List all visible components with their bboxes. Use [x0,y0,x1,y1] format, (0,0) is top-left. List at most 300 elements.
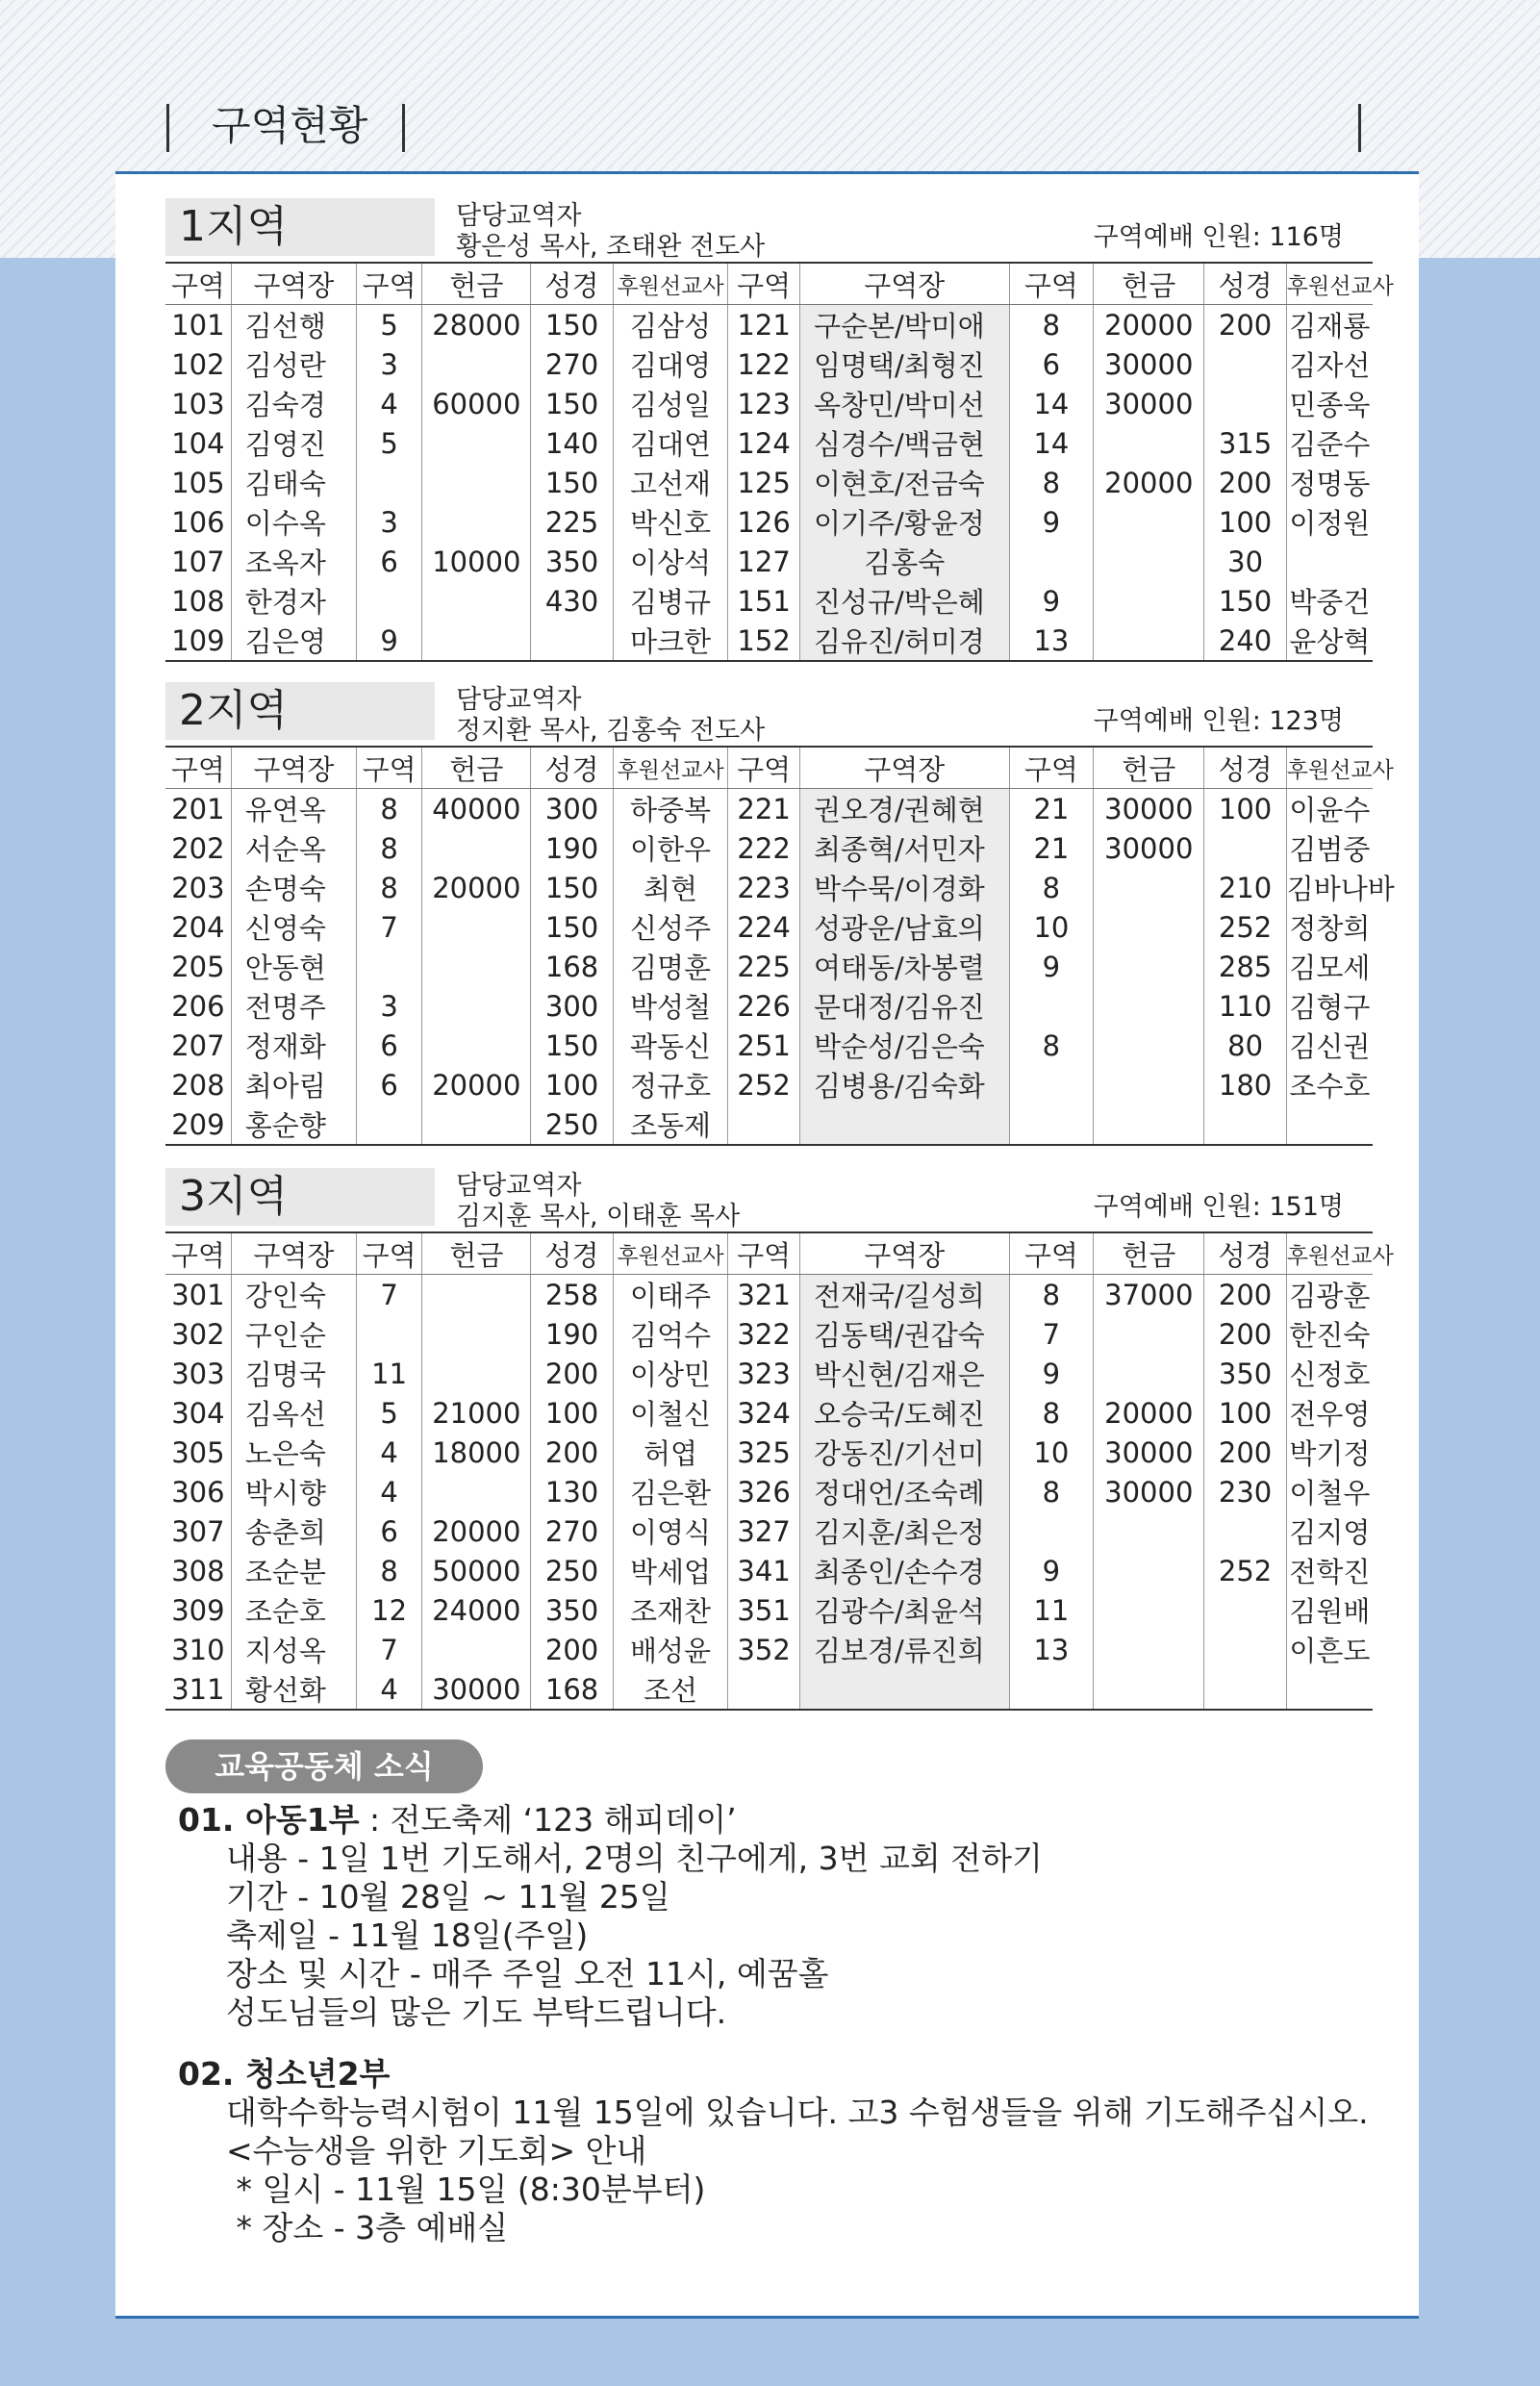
district-leader: 정대언/조숙례 [799,1472,1009,1511]
district-leader: 홍순향 [231,1104,356,1145]
district-leader: 김홍숙 [799,542,1009,581]
news-line: 장소 및 시간 - 매주 주일 오전 11시, 예꿈홀 [226,1955,829,1993]
news-item-heading [178,1801,1043,1840]
district-count: 11 [1009,1590,1094,1630]
offering [422,621,531,661]
missionary: 김자선 [1286,344,1373,384]
district-leader: 문대정/김유진 [799,986,1009,1026]
table-row [165,1354,1373,1393]
district-count: 9 [1009,947,1094,986]
missionary: 김범중 [1286,828,1373,868]
missionary: 김바나바 [1286,868,1373,907]
district-count: 3 [356,344,421,384]
offering: 20000 [422,868,531,907]
bible: 200 [1204,1275,1286,1315]
district-leader [799,1104,1009,1145]
district-number: 201 [171,792,225,825]
district-number: 152 [728,621,800,661]
district-number: 123 [728,384,800,423]
table-row [165,581,1373,621]
district-count [1009,1104,1094,1145]
bible: 150 [1204,581,1286,621]
district-count: 8 [1009,305,1094,345]
leader-names: 김지훈 목사, 이태훈 목사 [456,1202,741,1231]
offering: 30000 [1094,828,1204,868]
offering: 21000 [422,1393,531,1433]
bible: 140 [531,423,613,463]
missionary: 곽동신 [613,1026,728,1065]
table-row [165,1472,1373,1511]
district-number: 104 [171,426,225,460]
bible: 150 [531,868,613,907]
district-count: 21 [1009,828,1094,868]
bible: 100 [1204,502,1286,542]
district-number: 125 [728,463,800,502]
column-header: 구역 [728,1232,800,1275]
offering [1094,1669,1204,1710]
missionary: 김은환 [613,1472,728,1511]
district-count: 8 [1009,868,1094,907]
offering: 10000 [422,542,531,581]
district-leader: 김병용/김숙화 [799,1065,1009,1104]
district-count: 8 [356,1551,421,1590]
district-table [165,1231,1394,1711]
offering [422,1104,531,1145]
offering [1094,1551,1204,1590]
offering [1094,502,1204,542]
district-number: 224 [728,907,800,947]
column-header: 후원선교사 [1286,1232,1373,1275]
bible [1204,1590,1286,1630]
bible: 110 [1204,986,1286,1026]
bible: 190 [531,828,613,868]
bible: 252 [1204,907,1286,947]
district-leader: 옥창민/박미선 [799,384,1009,423]
district-leader: 구순본/박미애 [799,305,1009,345]
missionary: 전학진 [1286,1551,1373,1590]
column-header: 구역장 [231,263,356,305]
news-line: 축제일 - 11월 18일(주일) [226,1916,589,1954]
bible: 80 [1204,1026,1286,1065]
missionary: 김성일 [613,384,728,423]
district-leader: 박수묵/이경화 [799,868,1009,907]
table-row [165,305,1373,345]
offering [422,947,531,986]
district-leader: 지성옥 [231,1630,356,1669]
column-header: 구역 [1009,1232,1094,1275]
bible [1204,828,1286,868]
offering [1094,1314,1204,1354]
offering [1094,947,1204,986]
district-count: 4 [356,1472,421,1511]
missionary: 김광훈 [1286,1275,1373,1315]
table-header-row [165,747,1373,789]
leader-label: 담당교역자 [456,1171,582,1201]
district-number: 221 [728,789,800,829]
district-number: 307 [171,1514,225,1548]
bible: 150 [531,1026,613,1065]
missionary: 김모세 [1286,947,1373,986]
news-line: 성도님들의 많은 기도 부탁드립니다. [226,1993,727,2031]
offering [1094,907,1204,947]
missionary: 김신권 [1286,1026,1373,1065]
district-leader: 박순성/김은숙 [799,1026,1009,1065]
table-row [165,1393,1373,1433]
district-count: 8 [1009,1472,1094,1511]
district-number: 121 [728,305,800,345]
district-leader: 김성란 [231,344,356,384]
district-count: 12 [356,1590,421,1630]
news-line: * 일시 - 11월 15일 (8:30분부터) [226,2170,706,2208]
district-count: 5 [356,423,421,463]
bible [1204,1104,1286,1145]
district-number: 225 [728,947,800,986]
district-leader: 김은영 [231,621,356,661]
offering [1094,621,1204,661]
offering [422,463,531,502]
district-leader: 김숙경 [231,384,356,423]
offering [1094,542,1204,581]
district-number: 204 [171,910,225,944]
district-number: 108 [171,584,225,618]
missionary: 이흔도 [1286,1630,1373,1669]
missionary: 김병규 [613,581,728,621]
district-leader: 송춘희 [231,1511,356,1551]
column-header: 성경 [531,263,613,305]
district-number: 223 [728,868,800,907]
column-header: 구역 [728,747,800,789]
district-count [1009,542,1094,581]
table-row [165,1104,1373,1145]
leader-label: 담당교역자 [456,201,582,231]
column-header: 후원선교사 [1286,747,1373,789]
missionary: 김명훈 [613,947,728,986]
bible: 168 [531,1669,613,1710]
district-leader: 손명숙 [231,868,356,907]
district-number: 208 [171,1068,225,1102]
missionary: 이한우 [613,828,728,868]
district-count: 9 [356,621,421,661]
district-leader: 박시향 [231,1472,356,1511]
offering: 20000 [1094,463,1204,502]
column-header: 구역장 [799,1232,1009,1275]
district-count: 7 [356,907,421,947]
bible: 350 [531,542,613,581]
news-line: 내용 - 1일 1번 기도해서, 2명의 친구에게, 3번 교회 전하기 [226,1840,1043,1877]
district-count: 10 [1009,1433,1094,1472]
district-count [1009,986,1094,1026]
bible [1204,1511,1286,1551]
district-leader: 김지훈/최은정 [799,1511,1009,1551]
missionary: 조재찬 [613,1590,728,1630]
district-count [356,1104,421,1145]
news-item-title: : 전도축제 ‘123 해피데이’ [359,1801,737,1839]
column-header: 구역장 [231,747,356,789]
district-number: 105 [171,466,225,499]
bible: 200 [531,1433,613,1472]
bible: 250 [531,1551,613,1590]
district-count: 5 [356,1393,421,1433]
table-row [165,1065,1373,1104]
table-row [165,868,1373,907]
bible: 230 [1204,1472,1286,1511]
news-line: <수능생을 위한 기도회> 안내 [226,2132,647,2170]
bible [1204,1630,1286,1669]
attendance-count: 구역예배 인원: 151명 [1093,1192,1344,1222]
missionary: 이태주 [613,1275,728,1315]
offering [422,1026,531,1065]
missionary: 배성윤 [613,1630,728,1669]
table-row [165,828,1373,868]
district-leader: 조순분 [231,1551,356,1590]
missionary [1286,1104,1373,1145]
missionary: 한진숙 [1286,1314,1373,1354]
district-leader: 신영숙 [231,907,356,947]
column-header: 구역 [728,263,800,305]
district-number: 323 [728,1354,800,1393]
offering: 24000 [422,1590,531,1630]
offering [1094,1511,1204,1551]
district-count: 14 [1009,423,1094,463]
offering [422,1354,531,1393]
district-leader: 구인순 [231,1314,356,1354]
bible: 300 [531,789,613,829]
missionary: 신성주 [613,907,728,947]
district-leader: 강동진/기선미 [799,1433,1009,1472]
bible: 100 [531,1065,613,1104]
district-number: 321 [728,1275,800,1315]
missionary: 허엽 [613,1433,728,1472]
missionary: 이상석 [613,542,728,581]
offering [1094,986,1204,1026]
table-row [165,1275,1373,1315]
missionary: 박세업 [613,1551,728,1590]
district-number: 222 [728,828,800,868]
news-line: * 장소 - 3층 예배실 [226,2209,509,2246]
missionary: 이철신 [613,1393,728,1433]
bible: 210 [1204,868,1286,907]
missionary: 고선재 [613,463,728,502]
district-leader: 전재국/길성희 [799,1275,1009,1315]
table-row [165,1511,1373,1551]
column-header: 헌금 [422,263,531,305]
bible [1204,1669,1286,1710]
attendance-count: 구역예배 인원: 123명 [1093,706,1344,736]
district-number: 324 [728,1393,800,1433]
district-count: 8 [1009,1275,1094,1315]
district-count [356,1314,421,1354]
district-count: 14 [1009,384,1094,423]
news-badge: 교육공동체 소식 [165,1739,483,1793]
district-leader: 서순옥 [231,828,356,868]
region-name: 2지역 [165,682,435,740]
bible: 350 [531,1590,613,1630]
news-item-1 [178,1801,1043,2032]
news-item-number: 02. 청소년2부 [178,2055,391,2093]
missionary: 신정호 [1286,1354,1373,1393]
district-table [165,262,1394,662]
table-row [165,502,1373,542]
district-count: 6 [356,542,421,581]
district-number: 327 [728,1511,800,1551]
offering: 30000 [1094,344,1204,384]
district-number: 303 [171,1357,225,1390]
district-number: 326 [728,1472,800,1511]
offering [1094,1630,1204,1669]
district-table [165,746,1395,1146]
table-row [165,344,1373,384]
offering: 37000 [1094,1275,1204,1315]
missionary: 김재룡 [1286,305,1373,345]
district-leader: 임명택/최형진 [799,344,1009,384]
bible: 200 [531,1354,613,1393]
district-count: 6 [356,1065,421,1104]
bible: 258 [531,1275,613,1315]
title-divider-left [166,104,169,152]
district-leader: 권오경/권혜현 [799,789,1009,829]
missionary: 김형구 [1286,986,1373,1026]
column-header: 후원선교사 [613,263,728,305]
leader-names: 정지환 목사, 김홍숙 전도사 [456,716,766,746]
district-number: 103 [171,387,225,420]
district-number: 308 [171,1554,225,1587]
missionary: 조수호 [1286,1065,1373,1104]
district-leader: 여태동/차봉렬 [799,947,1009,986]
district-number: 206 [171,989,225,1023]
offering: 30000 [1094,1433,1204,1472]
district-number: 109 [171,623,225,657]
district-count: 8 [356,868,421,907]
offering: 60000 [422,384,531,423]
bible: 150 [531,384,613,423]
bible: 100 [531,1393,613,1433]
bible: 350 [1204,1354,1286,1393]
bible: 430 [531,581,613,621]
district-leader: 최종혁/서민자 [799,828,1009,868]
district-number: 124 [728,423,800,463]
district-count: 7 [356,1630,421,1669]
district-number: 251 [728,1026,800,1065]
district-leader: 조순호 [231,1590,356,1630]
table-row [165,986,1373,1026]
district-leader [799,1669,1009,1710]
district-number: 310 [171,1633,225,1666]
offering [422,423,531,463]
district-leader: 유연옥 [231,789,356,829]
missionary: 김삼성 [613,305,728,345]
bible: 285 [1204,947,1286,986]
missionary: 김원배 [1286,1590,1373,1630]
bible: 250 [531,1104,613,1145]
table-row [165,384,1373,423]
district-count: 13 [1009,1630,1094,1669]
news-item-2 [178,2055,1369,2247]
column-header: 성경 [1204,263,1286,305]
district-number: 341 [728,1551,800,1590]
column-header: 구역 [165,263,231,305]
offering [1094,1104,1204,1145]
district-count [1009,1511,1094,1551]
table-row [165,1026,1373,1065]
bible: 225 [531,502,613,542]
offering [422,1630,531,1669]
district-number: 102 [171,347,225,381]
district-number: 151 [728,581,800,621]
bible: 180 [1204,1065,1286,1104]
bible: 240 [1204,621,1286,661]
missionary: 이상민 [613,1354,728,1393]
missionary: 조동제 [613,1104,728,1145]
footer-rule [115,2316,1419,2319]
offering [1094,868,1204,907]
district-leader: 이기주/황윤정 [799,502,1009,542]
offering [1094,1590,1204,1630]
news-line: 대학수학능력시험이 11월 15일에 있습니다. 고3 수험생들을 위해 기도해주십시오. [226,2094,1369,2131]
district-count [1009,1065,1094,1104]
district-number [728,1669,800,1710]
bible: 30 [1204,542,1286,581]
region-name: 3지역 [165,1168,435,1226]
offering: 30000 [1094,789,1204,829]
district-number: 202 [171,831,225,865]
table-row [165,1314,1373,1354]
district-number [728,1104,800,1145]
district-number: 322 [728,1314,800,1354]
column-header: 구역 [1009,747,1094,789]
district-leader: 강인숙 [231,1275,356,1315]
column-header: 구역 [1009,263,1094,305]
title-divider-far-right [1358,104,1361,152]
column-header: 후원선교사 [613,747,728,789]
column-header: 헌금 [1094,747,1204,789]
district-count: 3 [356,986,421,1026]
bible: 190 [531,1314,613,1354]
offering: 30000 [1094,384,1204,423]
missionary: 이정원 [1286,502,1373,542]
district-count: 21 [1009,789,1094,829]
table-header-row [165,1232,1373,1275]
district-leader: 정재화 [231,1026,356,1065]
district-number: 306 [171,1475,225,1509]
offering [1094,1026,1204,1065]
offering [422,986,531,1026]
column-header: 성경 [531,1232,613,1275]
district-number: 302 [171,1317,225,1351]
missionary: 김지영 [1286,1511,1373,1551]
district-leader: 진성규/박은혜 [799,581,1009,621]
missionary: 윤상혁 [1286,621,1373,661]
column-header: 헌금 [422,1232,531,1275]
column-header: 성경 [1204,1232,1286,1275]
district-leader: 박신현/김재은 [799,1354,1009,1393]
table-row [165,1433,1373,1472]
table-row [165,1590,1373,1630]
region-name: 1지역 [165,198,435,256]
offering [422,828,531,868]
offering [1094,1354,1204,1393]
district-count: 5 [356,305,421,345]
district-count: 13 [1009,621,1094,661]
district-count [356,947,421,986]
district-leader: 이수옥 [231,502,356,542]
bible: 150 [531,907,613,947]
district-number: 126 [728,502,800,542]
table-row [165,789,1373,829]
missionary: 마크한 [613,621,728,661]
district-number: 351 [728,1590,800,1630]
district-count: 10 [1009,907,1094,947]
offering: 20000 [422,1065,531,1104]
